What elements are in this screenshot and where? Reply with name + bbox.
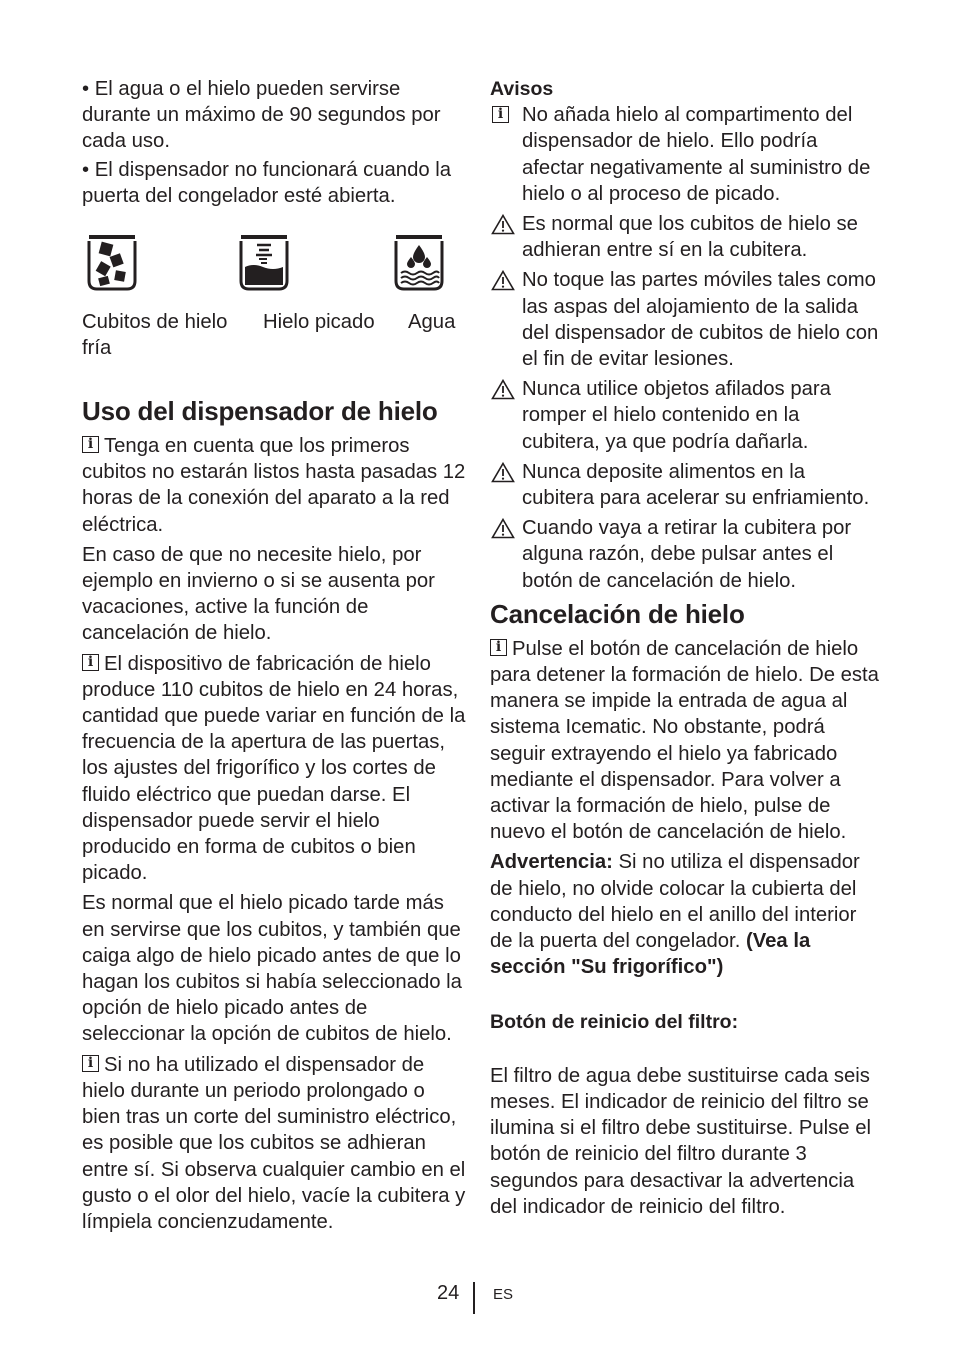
spacer xyxy=(490,1035,882,1063)
info-icon xyxy=(490,639,507,656)
section-reference: (Vea la sección "Su frigorífico") xyxy=(490,930,811,979)
paragraph: El filtro de agua debe sustituirse cada seis meses. El indicador de reinicio del filtro se ilumina si el filtro debe sustituirse. Pulse el botón de reinicio del filtro durante 3 segundos para desactivar la advertencia del indicador de reinicio del filtro. xyxy=(490,1064,872,1218)
info-icon xyxy=(82,1055,99,1072)
warning-icon xyxy=(491,214,515,235)
warning-item: No toque las partes móviles tales como las aspas del alojamiento de la salida del dispensador de cubitos de hielo con el fin de evitar lesiones. xyxy=(490,267,882,372)
page-footer xyxy=(0,1280,954,1320)
icon-label-water: Agua xyxy=(408,311,456,334)
water-icon xyxy=(392,233,446,293)
bullet-item: • El dispensador no funcionará cuando la puerta del congelador esté abierta. xyxy=(82,157,466,209)
warning-icon xyxy=(491,379,515,400)
info-icon xyxy=(82,654,99,671)
icon-label-ice-cubes: Cubitos de hielo fría xyxy=(82,311,228,360)
info-paragraph: iSi no ha utilizado el dispensador de hielo durante un periodo prolongado o bien tras un corte del suministro eléctrico, es posible que los cubitos se adhieran entre sí. Si observa cualquier cambio en el gusto o el olor del hielo, vacíe la cubitera y límpiela concienzudamente. xyxy=(82,1052,466,1235)
left-column xyxy=(82,76,466,1239)
icon-label-crushed-ice: Hielo picado xyxy=(263,311,375,334)
warning-paragraph: Advertencia: Si no utiliza el dispensador de hielo, no olvide colocar la cubierta del conducto del hielo en el anillo del interior de la puerta del congelador. (Vea la sección "Su frigorífico") xyxy=(490,851,860,979)
avisos-title: Avisos xyxy=(490,78,554,100)
info-paragraph: iEl dispositivo de fabricación de hielo produce 110 cubitos de hielo en 24 horas, cantidad que puede variar en función de la frecuencia de la apertura de las puertas, los ajustes del frigorífico y los cortes de fluido eléctrico que puedan darse. El dispensador puede servir el hielo producido en forma de cubitos o bien picado. xyxy=(82,651,466,887)
warning-item: Es normal que los cubitos de hielo se adhieran entre sí en la cubitera. xyxy=(490,211,882,263)
paragraph: Es normal que el hielo picado tarde más en servirse que los cubitos, y también que caiga algo de hielo picado antes de que lo hagan los cubitos si había seleccionado la opción de hielo picado antes de seleccionar la opción de cubitos de hielo. xyxy=(82,892,462,1046)
icon-labels xyxy=(82,309,466,365)
bullet-item: • El agua o el hielo pueden servirse durante un máximo de 90 segundos por cada uso. xyxy=(82,76,466,155)
section-heading: Cancelación de hielo xyxy=(490,598,745,629)
info-notice: i No añada hielo al compartimento del dispensador de hielo. Ello podría afectar negativamente al suministro de hielo o al proceso de picado. xyxy=(490,102,882,207)
paragraph: En caso de que no necesite hielo, por ejemplo en invierno o si se ausenta por vacaciones, active la función de cancelación de hielo. xyxy=(82,543,435,645)
warning-item: Cuando vaya a retirar la cubitera por alguna razón, debe pulsar antes el botón de cancelación de hielo. xyxy=(490,515,882,594)
info-icon xyxy=(492,106,509,123)
warning-icon xyxy=(491,518,515,539)
filter-heading: Botón de reinicio del filtro: xyxy=(490,1010,739,1033)
warning-icon xyxy=(491,270,515,291)
page-number: 24 xyxy=(437,1282,460,1304)
crushed-ice-icon xyxy=(237,233,291,293)
info-paragraph: iPulse el botón de cancelación de hielo para detener la formación de hielo. De esta manera se impide la entrada de agua al sistema Icematic. No obstante, podrá seguir extrayendo el hielo ya fabricado mediante el dispensador. Para volver a activar la formación de hielo, pulse de nuevo el botón de cancelación de hielo. xyxy=(490,636,882,846)
language-code: ES xyxy=(493,1286,514,1303)
info-icon xyxy=(82,436,99,453)
warning-icon xyxy=(491,462,515,483)
info-paragraph: iTenga en cuenta que los primeros cubitos no estarán listos hasta pasadas 12 horas de la conexión del aparato a la red eléctrica. xyxy=(82,433,466,538)
right-column xyxy=(490,76,882,1224)
spacer xyxy=(490,985,882,1009)
ice-cubes-icon xyxy=(85,233,139,293)
warning-item: Nunca utilice objetos afilados para romper el hielo contenido en la cubitera, ya que podría dañarla. xyxy=(490,376,882,455)
dispenser-icons xyxy=(82,233,466,303)
warning-label: Advertencia: xyxy=(490,851,613,874)
section-heading: Uso del dispensador de hielo xyxy=(82,396,438,427)
warning-item: Nunca deposite alimentos en la cubitera para acelerar su enfriamiento. xyxy=(490,459,882,511)
footer-divider xyxy=(473,1282,475,1314)
